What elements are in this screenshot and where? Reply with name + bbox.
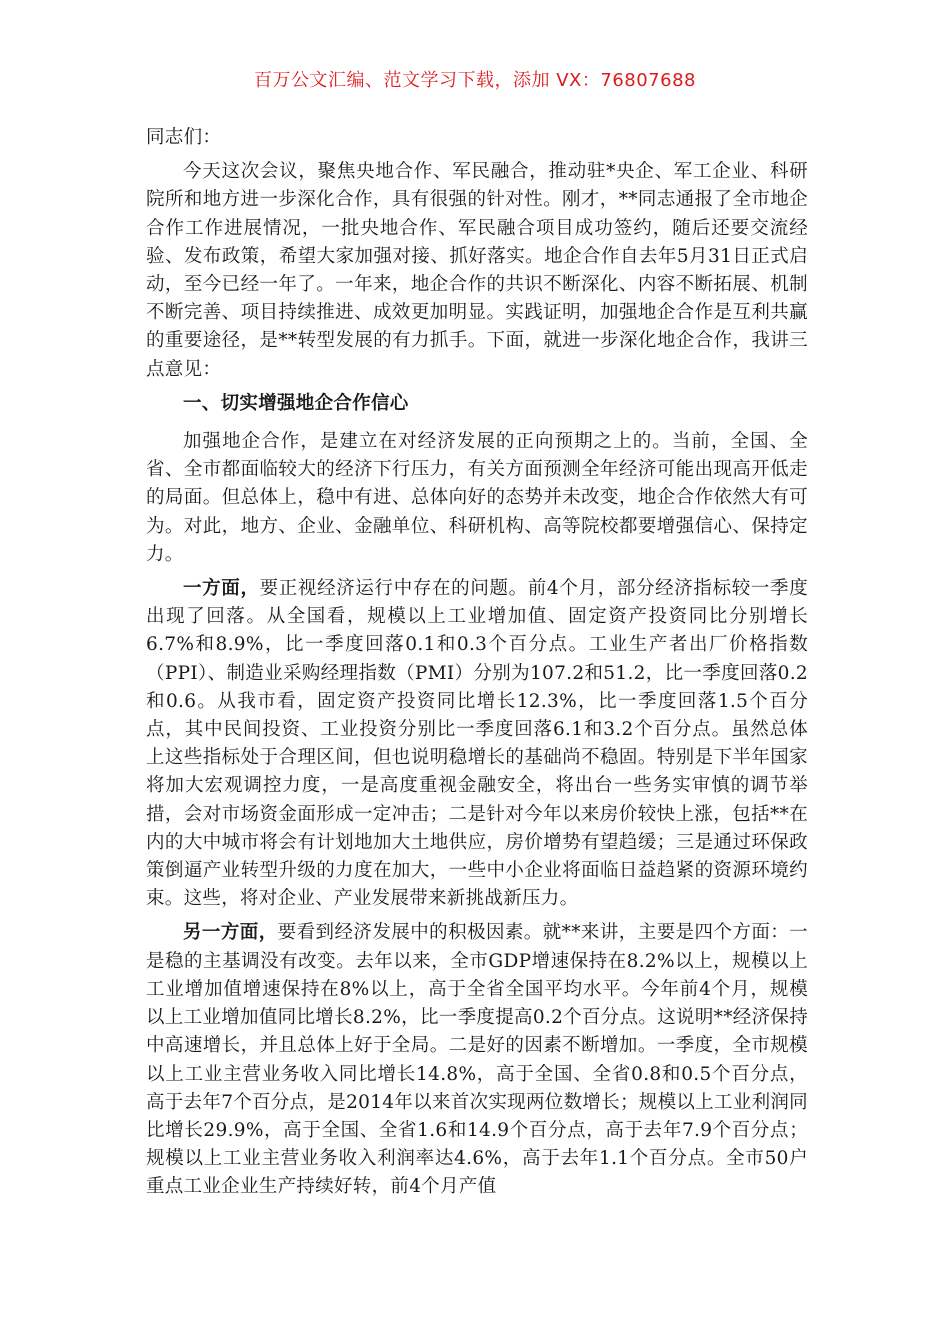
salutation: 同志们： [146,127,222,148]
paragraph-lead-bold: 另一方面， [183,922,278,944]
paragraph-body-text: 要正视经济运行中存在的问题。前4个月，部分经济指标较一季度出现了回落。从全国看，规模以上工业增加值、固定资产投资同比分别增长6.7%和8.9%，比一季度回落0.1和0.3个百分点。工业生产者出厂价格指数（PPI）、制造业采购经理指数（PMI）分别为107.2和51.2，比一季度回落0.2和0.6。从我市看，固定资产投资同比增长12.3%，比一季度回落1.5个百分点，其中民间投资、工业投资分别比一季度回落6.1和3.2个百分点。虽然总体上这些指标处于合理区间，但也说明稳增长的基础尚不稳固。特别是下半年国家将加大宏观调控力度，一是高度重视金融安全，将出台一些务实审慎的调节举措，会对市场资金面形成一定冲击；二是针对今年以来房价较快上涨，包括**在内的大中城市将会有计划地加大土地供应，房价增势有望趋缓；三是通过环保政策倒逼产业转型升级的力度在加大，一些中小企业将面临日益趋紧的资源环境约束。这些，将对企业、产业发展带来新挑战新压力。 [146,578,808,910]
section1-paragraph-2 [146,575,808,913]
header-banner: 百万公文汇编、范文学习下载，添加 VX：76807688 [254,70,696,91]
paragraph-lead-bold: 一方面， [183,578,260,600]
document-body [146,124,808,1208]
intro-paragraph: 今天这次会议，聚焦央地合作、军民融合，推动驻*央企、军工企业、科研院所和地方进一步深化合作，具有很强的针对性。刚才，**同志通报了全市地企合作工作进展情况，一批央地合作、军民融合项目成功签约，随后还要交流经验、发布政策，希望大家加强对接、抓好落实。地企合作自去年5月31日正式启动，至今已经一年了。一年来，地企合作的共识不断深化、内容不断拓展、机制不断完善、项目持续推进、成效更加明显。实践证明，加强地企合作是互利共赢的重要途径，是**转型发展的有力抓手。下面，就进一步深化地企合作，我讲三点意见： [146,161,808,380]
section1-paragraph-1: 加强地企合作，是建立在对经济发展的正向预期之上的。当前，全国、全省、全市都面临较大的经济下行压力，有关方面预测全年经济可能出现高开低走的局面。但总体上，稳中有进、总体向好的态势并未改变，地企合作依然大有可为。对此，地方、企业、金融单位、科研机构、高等院校都要增强信心、保持定力。 [146,431,808,565]
paragraph-body-text: 要看到经济发展中的积极因素。就**来讲，主要是四个方面：一是稳的主基调没有改变。去年以来，全市GDP增速保持在8.2%以上，规模以上工业增加值增速保持在8%以上，高于全省全国平均水平。今年前4个月，规模以上工业增加值同比增长8.2%，比一季度提高0.2个百分点。这说明**经济保持中高速增长，并且总体上好于全局。二是好的因素不断增加。一季度，全市规模以上工业主营业务收入同比增长14.8%，高于全国、全省0.8和0.5个百分点，高于去年7个百分点，是2014年以来首次实现两位数增长；规模以上工业利润同比增长29.9%，高于全国、全省1.6和14.9个百分点，高于去年7.9个百分点；规模以上工业主营业务收入利润率达4.6%，高于去年1.1个百分点。全市50户重点工业企业生产持续好转，前4个月产值 [146,922,808,1198]
section-heading: 一、切实增强地企合作信心 [183,392,409,414]
section1-paragraph-3 [146,919,808,1201]
